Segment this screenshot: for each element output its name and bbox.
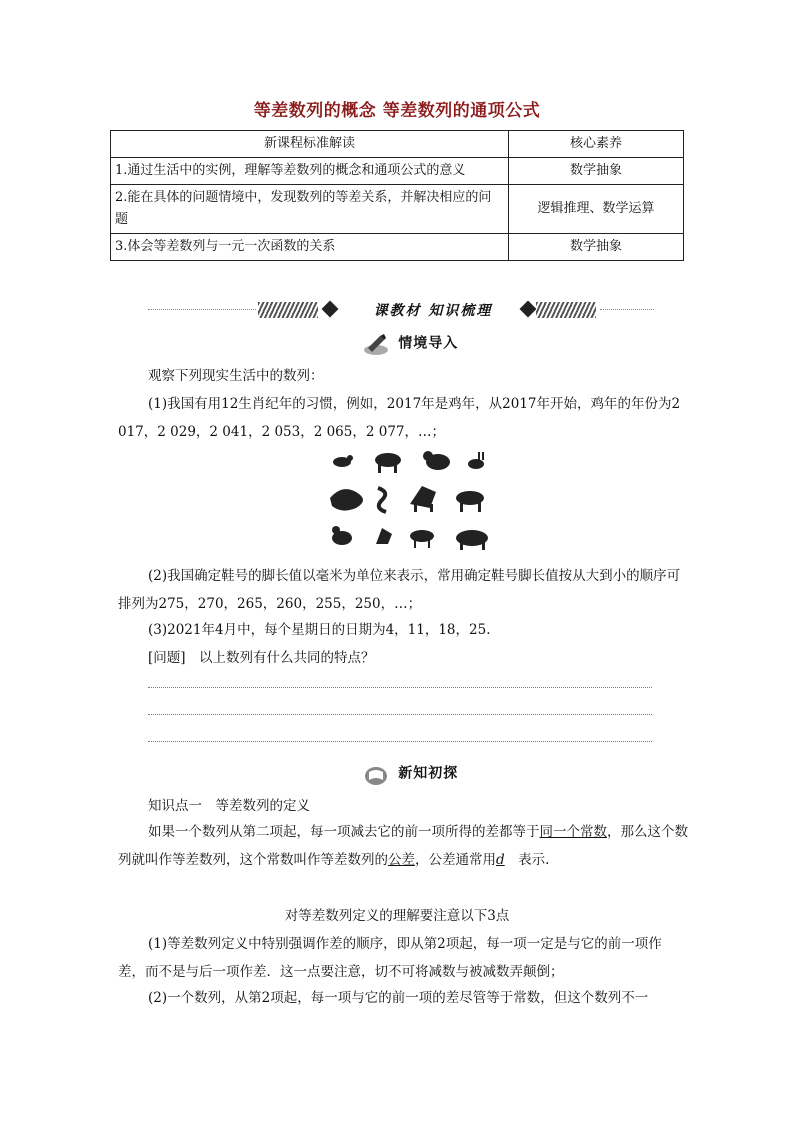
- table-cell: 数学抽象: [509, 234, 684, 261]
- section-title: 新知初探: [398, 765, 459, 782]
- note-title: 对等差数列定义的理解要注意以下3点: [284, 908, 510, 924]
- book-pen-icon: [362, 332, 390, 356]
- diamond-icon: [520, 301, 537, 318]
- table-row: [111, 158, 684, 185]
- blank-answer: 同一个常数: [539, 824, 607, 840]
- banner-decoration: [536, 302, 596, 318]
- divider: [148, 309, 256, 310]
- intro-item-1: (1)我国有用12生肖纪年的习惯，例如，2017年是鸡年，从2017年开始，鸡年的年份为2 017，2 029，2 041，2 053，2 065，2 077，…；: [118, 396, 681, 440]
- divider: [600, 309, 654, 310]
- section-heading-new: [362, 762, 458, 786]
- definition-text: ，那么这个数列就叫作等差数列，这个常数叫作等差数列的: [118, 824, 688, 868]
- table-header-row: [111, 131, 684, 158]
- curriculum-table: [110, 130, 684, 261]
- section-banner: [148, 300, 654, 320]
- answer-line[interactable]: [148, 741, 652, 742]
- section-title: 情境导入: [398, 335, 459, 352]
- page-title: 等差数列的概念 等差数列的通项公式: [253, 101, 541, 121]
- zodiac-animals-image: [326, 448, 494, 554]
- table-cell: 1.通过生活中的实例，理解等差数列的概念和通项公式的意义: [111, 158, 509, 185]
- table-header: 新课程标准解读: [111, 131, 509, 158]
- table-header: 核心素养: [509, 131, 684, 158]
- diamond-icon: [322, 301, 339, 318]
- table-cell: 数学抽象: [509, 158, 684, 185]
- knowledge-point-title: 知识点一 等差数列的定义: [148, 798, 310, 814]
- table-cell: 2.能在具体的问题情境中，发现数列的等差关系，并解决相应的问题: [111, 185, 509, 234]
- intro-question: [问题] 以上数列有什么共同的特点？: [148, 650, 375, 666]
- table-cell: 逻辑推理、数学运算: [509, 185, 684, 234]
- definition-text: 表示.: [504, 852, 550, 868]
- answer-line[interactable]: [148, 687, 652, 688]
- intro-item-3: (3)2021年4月中，每个星期日的日期为4，11，18，25.: [148, 622, 491, 638]
- note-1: (1)等差数列定义中特别强调作差的顺序，即从第2项起，每一项一定是与它的前一项作差，而不是与后一项作差．这一点要注意，切不可将减数与被减数弄颠倒；: [118, 936, 662, 980]
- intro-lead: 观察下列现实生活中的数列：: [148, 368, 324, 384]
- definition-text: ，公差通常用: [415, 852, 496, 868]
- definition-paragraph: [118, 818, 688, 874]
- definition-text: 如果一个数列从第二项起，每一项减去它的前一项所得的差都等于: [148, 824, 540, 840]
- table-cell: 3.体会等差数列与一元一次函数的关系: [111, 234, 509, 261]
- answer-line[interactable]: [148, 714, 652, 715]
- note-2: (2)一个数列，从第2项起，每一项与它的前一项的差尽管等于常数，但这个数列不一: [148, 990, 649, 1006]
- banner-title: 课教材 知识梳理: [373, 303, 493, 319]
- table-row: [111, 185, 684, 234]
- section-heading-intro: [362, 332, 458, 356]
- table-row: [111, 234, 684, 261]
- intro-item-2: (2)我国确定鞋号的脚长值以毫米为单位来表示，常用确定鞋号脚长值按从大到小的顺序可排列为275，270，265，260，255，250，…；: [118, 568, 681, 612]
- blank-answer: 公差: [388, 852, 415, 868]
- blank-answer: d: [496, 852, 505, 868]
- book-icon: [362, 762, 390, 786]
- banner-decoration: [258, 302, 318, 318]
